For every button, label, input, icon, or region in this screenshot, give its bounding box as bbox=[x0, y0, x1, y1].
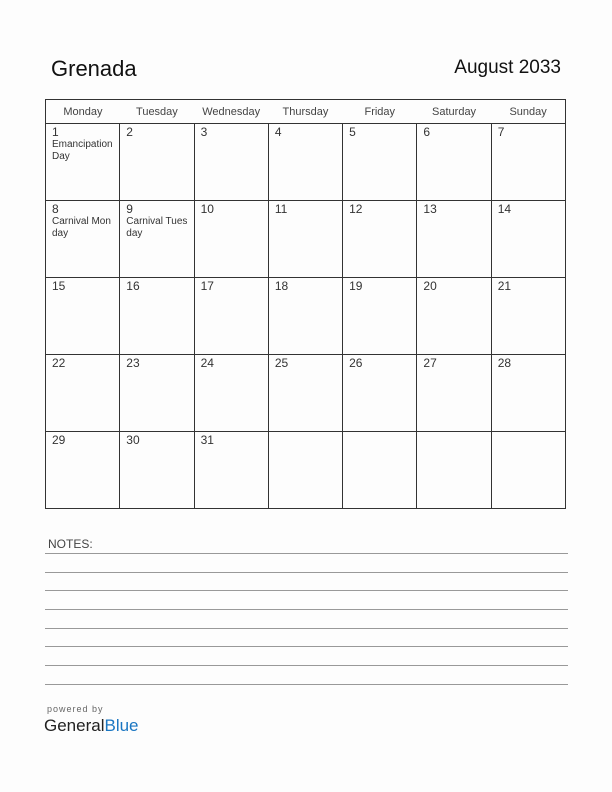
day-cell[interactable] bbox=[268, 432, 342, 509]
day-number bbox=[492, 432, 565, 434]
day-cell[interactable] bbox=[343, 124, 417, 201]
weekday-tuesday: Tuesday bbox=[120, 100, 194, 124]
day-number: 25 bbox=[274, 356, 289, 370]
month-year-title: August 2033 bbox=[454, 57, 561, 78]
notes-line bbox=[45, 572, 568, 573]
day-number: 27 bbox=[423, 356, 437, 370]
day-number: 12 bbox=[349, 202, 363, 216]
day-number: 8 bbox=[52, 202, 59, 216]
weekday-sunday: Sunday bbox=[491, 100, 565, 124]
day-number: 7 bbox=[497, 125, 505, 139]
powered-by-text: powered by bbox=[47, 704, 104, 714]
day-cell[interactable] bbox=[268, 278, 342, 355]
day-number: 19 bbox=[349, 279, 363, 293]
day-number: 24 bbox=[200, 356, 214, 370]
day-number: 13 bbox=[423, 202, 437, 216]
day-cell[interactable] bbox=[417, 124, 491, 201]
day-number: 5 bbox=[349, 125, 356, 139]
day-number: 31 bbox=[200, 433, 214, 447]
weekday-thursday: Thursday bbox=[268, 100, 342, 124]
day-number: 2 bbox=[126, 125, 133, 139]
week-row bbox=[46, 278, 566, 355]
day-number: 9 bbox=[126, 202, 133, 216]
generalblue-logo[interactable] bbox=[44, 716, 139, 736]
day-cell[interactable] bbox=[491, 201, 565, 278]
day-number bbox=[417, 432, 490, 434]
day-cell[interactable] bbox=[268, 124, 342, 201]
week-row bbox=[46, 124, 566, 201]
notes-line bbox=[45, 684, 568, 685]
day-number: 14 bbox=[497, 202, 512, 216]
day-cell[interactable] bbox=[343, 201, 417, 278]
holiday-label: Carnival Monday bbox=[52, 216, 111, 239]
day-number: 18 bbox=[274, 279, 289, 293]
day-cell[interactable] bbox=[491, 278, 565, 355]
brand-blue: Blue bbox=[104, 716, 139, 735]
day-cell[interactable] bbox=[417, 278, 491, 355]
day-cell[interactable] bbox=[120, 355, 194, 432]
day-cell[interactable] bbox=[120, 124, 194, 201]
day-number: 22 bbox=[52, 356, 66, 370]
notes-line bbox=[45, 590, 568, 591]
day-cell[interactable] bbox=[343, 355, 417, 432]
day-number: 16 bbox=[126, 279, 140, 293]
notes-line bbox=[45, 628, 568, 629]
calendar-grid bbox=[45, 99, 566, 509]
notes-label: NOTES: bbox=[48, 537, 93, 551]
notes-line bbox=[45, 646, 568, 647]
day-number: 10 bbox=[200, 202, 214, 216]
day-cell[interactable] bbox=[120, 201, 194, 278]
day-number: 20 bbox=[423, 279, 437, 293]
day-cell[interactable] bbox=[194, 278, 268, 355]
notes-line bbox=[45, 665, 568, 666]
day-cell[interactable] bbox=[417, 355, 491, 432]
day-number: 26 bbox=[349, 356, 363, 370]
brand-general: General bbox=[44, 716, 105, 735]
weekday-wednesday: Wednesday bbox=[194, 100, 268, 124]
day-cell[interactable] bbox=[343, 278, 417, 355]
day-number bbox=[269, 432, 342, 434]
day-cell[interactable] bbox=[491, 124, 565, 201]
day-cell[interactable] bbox=[46, 355, 120, 432]
day-cell[interactable] bbox=[268, 355, 342, 432]
notes-line bbox=[45, 553, 568, 554]
day-cell[interactable] bbox=[417, 432, 491, 509]
week-row bbox=[46, 355, 566, 432]
day-cell[interactable] bbox=[268, 201, 342, 278]
day-cell[interactable] bbox=[343, 432, 417, 509]
day-number: 6 bbox=[423, 125, 431, 139]
country-title: Grenada bbox=[51, 56, 137, 81]
notes-line bbox=[45, 609, 568, 610]
weekday-saturday: Saturday bbox=[417, 100, 491, 124]
week-row bbox=[46, 201, 566, 278]
day-cell[interactable] bbox=[194, 201, 268, 278]
day-cell[interactable] bbox=[194, 432, 268, 509]
day-number: 21 bbox=[497, 279, 512, 293]
day-cell[interactable] bbox=[194, 124, 268, 201]
day-number: 4 bbox=[274, 125, 282, 139]
day-number: 29 bbox=[52, 433, 66, 447]
day-cell[interactable] bbox=[46, 432, 120, 509]
day-number: 15 bbox=[52, 279, 66, 293]
day-cell[interactable] bbox=[120, 278, 194, 355]
weekday-monday: Monday bbox=[46, 100, 120, 124]
holiday-label: Carnival Tuesday bbox=[126, 216, 188, 239]
weekday-header-row bbox=[46, 100, 566, 124]
holiday-label: Emancipation Day bbox=[52, 139, 113, 162]
day-number: 28 bbox=[497, 356, 512, 370]
day-cell[interactable] bbox=[491, 355, 565, 432]
day-number: 17 bbox=[200, 279, 214, 293]
day-number: 11 bbox=[274, 202, 288, 216]
day-number: 3 bbox=[200, 125, 208, 139]
day-number bbox=[343, 432, 416, 434]
day-cell[interactable] bbox=[120, 432, 194, 509]
day-number: 1 bbox=[52, 125, 59, 139]
day-number: 23 bbox=[126, 356, 140, 370]
day-cell[interactable] bbox=[417, 201, 491, 278]
weekday-friday: Friday bbox=[343, 100, 417, 124]
day-cell[interactable] bbox=[46, 124, 120, 201]
day-cell[interactable] bbox=[194, 355, 268, 432]
day-number: 30 bbox=[126, 433, 140, 447]
day-cell[interactable] bbox=[491, 432, 565, 509]
day-cell[interactable] bbox=[46, 201, 120, 278]
week-row bbox=[46, 432, 566, 509]
day-cell[interactable] bbox=[46, 278, 120, 355]
